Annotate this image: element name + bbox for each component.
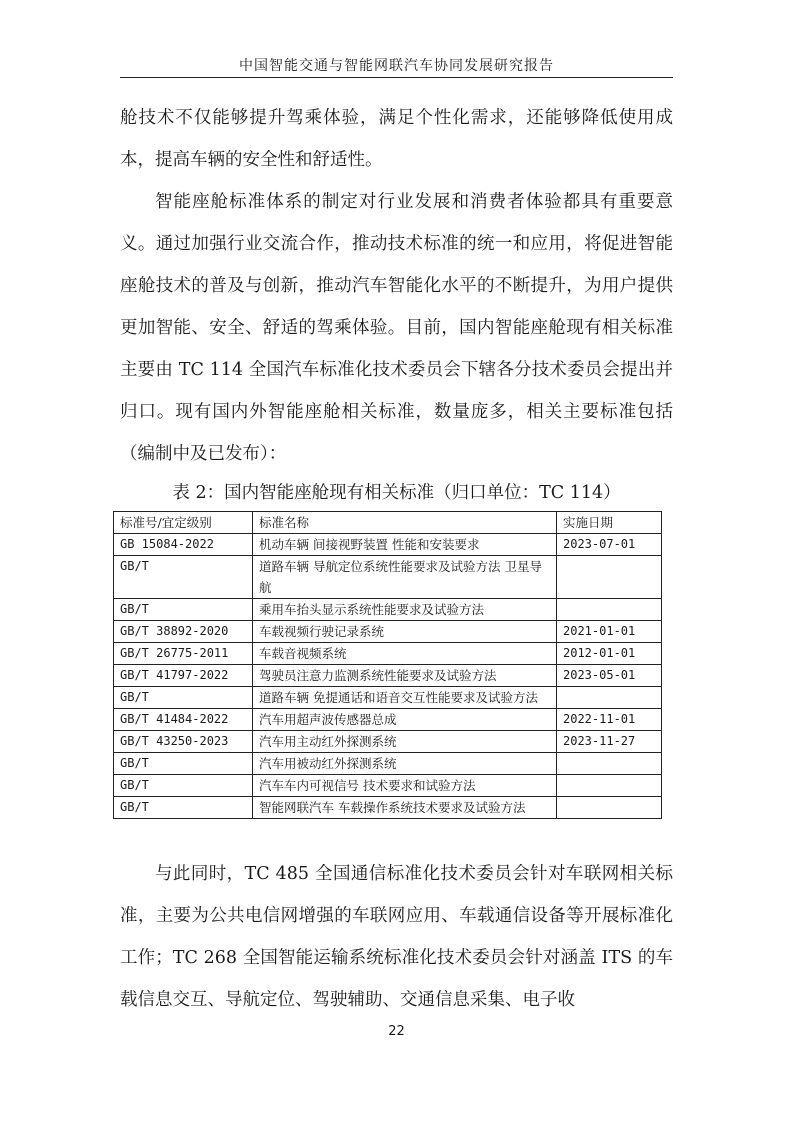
cell-standard-code: GB/T: [114, 753, 253, 775]
paragraph-continued: 舱技术不仅能够提升驾乘体验，满足个性化需求，还能够降低使用成本，提高车辆的安全性和舒适性。: [120, 108, 673, 170]
cell-effective-date: 2022-11-01: [557, 709, 662, 731]
table-row: [114, 621, 662, 643]
table-row: [114, 643, 662, 665]
cell-effective-date: [557, 687, 662, 709]
cell-standard-code: GB/T: [114, 797, 253, 819]
paragraph-intro-standards: 智能座舱标准体系的制定对行业发展和消费者体验都具有重要意义。通过加强行业交流合作，推动技术标准的统一和应用，将促进智能座舱技术的普及与创新，推动汽车智能化水平的不断提升，为用户提供更加智能、安全、舒适的驾乘体验。目前，国内智能座舱现有相关标准主要由 TC 114 全国汽车标准化技术委员会下辖各分技术委员会提出并归口。现有国内外智能座舱相关标准，数量庞多，相关主要标准包括（编制中及已发布）：: [120, 192, 673, 464]
cell-standard-code: GB/T: [114, 775, 253, 797]
cell-standard-name: 智能网联汽车 车载操作系统技术要求及试验方法: [253, 797, 557, 819]
cell-standard-code: GB 15084-2022: [114, 534, 253, 556]
cell-standard-code: GB/T: [114, 687, 253, 709]
column-header-code: 标准号/宜定级别: [114, 512, 253, 534]
standards-table: [113, 511, 662, 819]
paragraph-other-committees: 与此同时，TC 485 全国通信标准化技术委员会针对车联网相关标准，主要为公共电信网增强的车联网应用、车载通信设备等开展标准化工作；TC 268 全国智能运输系统标准化技术委员会针对涵盖 ITS 的车载信息交互、导航定位、驾驶辅助、交通信息采集、电子收: [120, 864, 673, 1010]
cell-standard-name: 机动车辆 间接视野装置 性能和安装要求: [253, 534, 557, 556]
page-number: 22: [388, 1024, 405, 1039]
cell-effective-date: 2012-01-01: [557, 643, 662, 665]
cell-standard-name: 汽车用超声波传感器总成: [253, 709, 557, 731]
table-row: [114, 753, 662, 775]
table-row: [114, 534, 662, 556]
cell-standard-code: GB/T: [114, 556, 253, 599]
table-caption: 表 2：国内智能座舱现有相关标准（归口单位：TC 114）: [172, 483, 621, 503]
cell-effective-date: [557, 775, 662, 797]
table-header-row: [114, 512, 662, 534]
table-row: [114, 665, 662, 687]
cell-effective-date: 2023-07-01: [557, 534, 662, 556]
table-row: [114, 797, 662, 819]
table-row: [114, 599, 662, 621]
running-header: 中国智能交通与智能网联汽车协同发展研究报告: [239, 58, 554, 74]
table-row: [114, 556, 662, 599]
table-row: [114, 731, 662, 753]
cell-standard-name: 车载音视频系统: [253, 643, 557, 665]
column-header-name: 标准名称: [253, 512, 557, 534]
cell-effective-date: [557, 753, 662, 775]
cell-effective-date: [557, 599, 662, 621]
cell-standard-code: GB/T 38892-2020: [114, 621, 253, 643]
column-header-date: 实施日期: [557, 512, 662, 534]
cell-standard-code: GB/T 43250-2023: [114, 731, 253, 753]
cell-standard-code: GB/T 26775-2011: [114, 643, 253, 665]
cell-standard-name: 汽车用被动红外探测系统: [253, 753, 557, 775]
table-row: [114, 709, 662, 731]
cell-effective-date: [557, 556, 662, 599]
cell-effective-date: 2023-11-27: [557, 731, 662, 753]
table-row: [114, 687, 662, 709]
cell-standard-code: GB/T 41797-2022: [114, 665, 253, 687]
cell-standard-code: GB/T: [114, 599, 253, 621]
cell-standard-name: 道路车辆 免提通话和语音交互性能要求及试验方法: [253, 687, 557, 709]
cell-effective-date: [557, 797, 662, 819]
cell-standard-name: 乘用车抬头显示系统性能要求及试验方法: [253, 599, 557, 621]
cell-standard-name: 驾驶员注意力监测系统性能要求及试验方法: [253, 665, 557, 687]
cell-standard-code: GB/T 41484-2022: [114, 709, 253, 731]
cell-effective-date: 2023-05-01: [557, 665, 662, 687]
cell-standard-name: 道路车辆 导航定位系统性能要求及试验方法 卫星导航: [253, 556, 557, 599]
cell-standard-name: 汽车用主动红外探测系统: [253, 731, 557, 753]
table-row: [114, 775, 662, 797]
cell-standard-name: 车载视频行驶记录系统: [253, 621, 557, 643]
table-body: [114, 534, 662, 819]
header-rule: [120, 77, 673, 78]
cell-effective-date: 2021-01-01: [557, 621, 662, 643]
cell-standard-name: 汽车车内可视信号 技术要求和试验方法: [253, 775, 557, 797]
